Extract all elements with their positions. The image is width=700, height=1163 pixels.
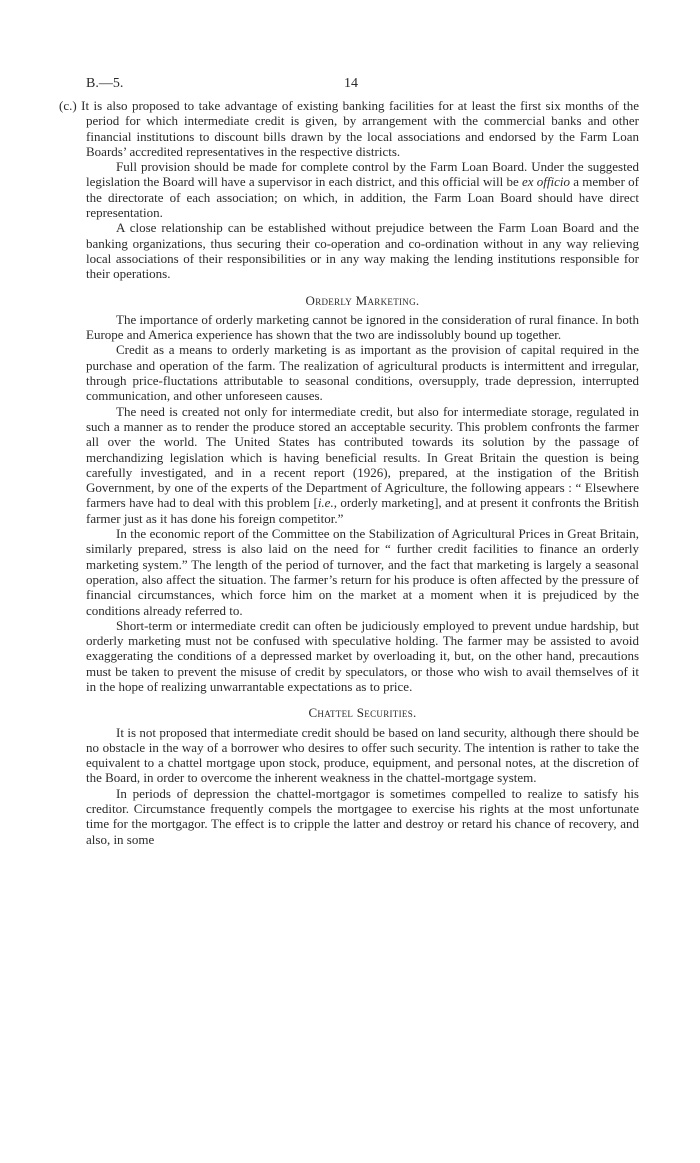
paragraph-orderly-3	[86, 404, 639, 526]
paragraph-relationship: A close relationship can be established without prejudice between the Farm Loan Board and the banking organizations, thus securing their co-operation and co-ordination without in any way relieving local associations of their responsibilities or in any way making the lending institutions responsible for their operations.	[86, 220, 639, 282]
paragraph-orderly-3-part-2: orderly marketing], and at present it confronts the British farmer just as it has done his foreign competitor.”	[86, 495, 639, 526]
paragraph-control	[86, 159, 639, 220]
paragraph-control-part-1: Full provision should be made for complete control by the Farm Loan Board. Under the suggested legislation the Board will have a supervisor in each district, and this official will be	[86, 159, 639, 190]
paragraph-chattel-2: In periods of depression the chattel-mortgagor is sometimes compelled to realize to satisfy his creditor. Circumstance frequently compels the mortgagee to exercise his rights at the most unfortunate time for the mortgagor. The effect is to cripple the latter and destroy or retard his chance of recovery, and also, in some	[86, 785, 639, 847]
page-number: 14	[344, 76, 358, 91]
paragraph-orderly-3-part-1: The need is created not only for intermediate credit, but also for intermediate storage, regulated in such a manner as to render the produce stored an acceptable security. This problem confronts the farmer all over the world. The United States has contributed towards its solution by the passage of merchandizing legislation which is having beneficial results. In Great Britain the question is being carefully investigated, and in a recent report (1926), prepared, at the instigation of the British Government, by one of the experts of the Department of Agriculture, the following appears : “ Elsewhere farmers have had to deal with this problem [	[86, 403, 639, 511]
paragraph-control-italic: ex officio	[522, 174, 571, 190]
paragraph-chattel-1: It is not proposed that intermediate credit should be based on land security, although there should be no obstacle in the way of a borrower who desires to offer such security. The intention is rather to take the equivalent to a chattel mortgage upon stock, produce, equipment, and personal notes, at the discretion of the Board, in order to overcome the inherent weakness in the chattel-mortgage system.	[86, 724, 639, 786]
page-header	[86, 76, 626, 94]
document-body	[59, 98, 639, 847]
paragraph-orderly-3-italic: i.e.,	[317, 495, 337, 511]
clause-c: (c.) It is also proposed to take advantage of existing banking facilities for at least the first six months of the period for which intermediate credit is given, by arrangement with the commercial banks and other financial institutions to discount bills drawn by the local associations and endorsed by the Farm Loan Boards’ accredited representatives in the respective districts.	[59, 98, 639, 159]
paragraph-orderly-1: The importance of orderly marketing cannot be ignored in the consideration of rural finance. In both Europe and America experience has shown that the two are indissolubly bound up together.	[86, 311, 639, 343]
paragraph-control-part-2: a member of the directorate of each association; on which, in addition, the Farm Loan Board should have direct representation.	[86, 174, 639, 221]
section-heading-orderly-marketing: Orderly Marketing.	[305, 292, 420, 308]
document-reference: B.—5.	[86, 76, 124, 91]
paragraph-orderly-5: Short-term or intermediate credit can often be judiciously employed to prevent undue hardship, but orderly marketing must not be confused with speculative holding. The farmer may be assisted to avoid exaggerating the conditions of a depressed market by overloading it, but, on the other hand, precautions must be taken to prevent the misuse of credit by speculators, or those who wish to avail themselves of it in the hope of realizing unwarrantable expectations as to price.	[86, 617, 639, 694]
paragraph-orderly-2: Credit as a means to orderly marketing is as important as the provision of capital required in the purchase and operation of the farm. The realization of agricultural products is intermittent and irregular, through price-fluctations attributable to seasonal conditions, oversupply, trade depression, interrupted communication, and other unforeseen causes.	[86, 342, 639, 404]
section-heading-chattel-securities: Chattel Securities.	[308, 705, 417, 721]
paragraph-orderly-4: In the economic report of the Committee on the Stabilization of Agricultural Prices in Great Britain, similarly prepared, stress is also laid on the need for “ further credit facilities to finance an orderly marketing system.” The length of the period of turnover, and the fact that marketing is largely a seasonal operation, also affect the situation. The farmer’s return for his produce is often affected by the pressure of financial circumstances, which force him on the market at a moment when it is prejudiced by the conditions already referred to.	[86, 526, 639, 618]
